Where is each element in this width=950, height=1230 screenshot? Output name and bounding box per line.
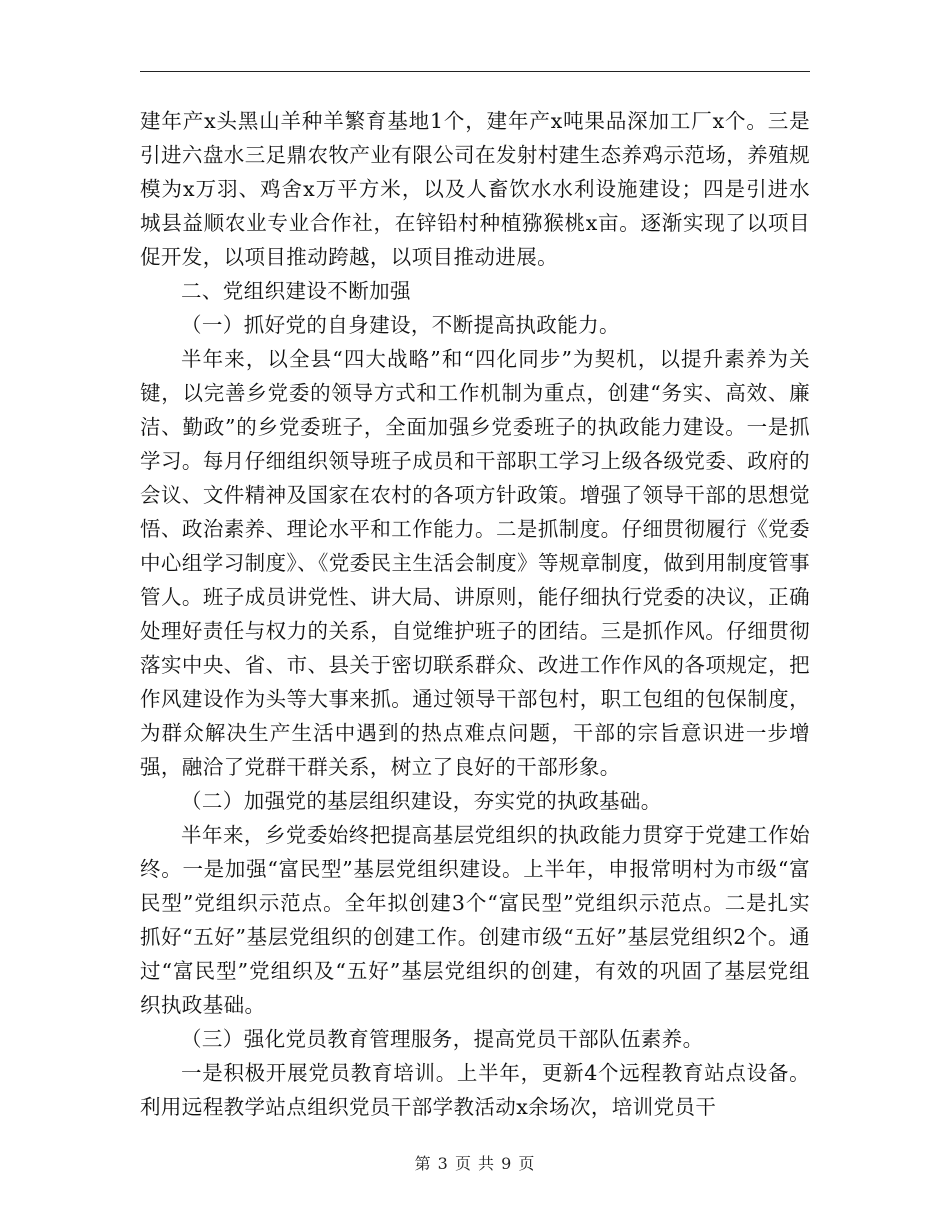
section-heading-party-building: 二、党组织建设不断加强 xyxy=(181,279,411,303)
subheading-self-building: （一）抓好党的自身建设，不断提高执政能力。 xyxy=(181,313,620,337)
header-rule xyxy=(140,71,810,72)
paragraph-grassroots: 半年来，乡党委始终把提高基层党组织的执政能力贯穿于党建工作始终。一是加强“富民型”基层党组织建设。上半年，申报常明村为市级“富民型”党组织示范点。全年拟创建3个“富民型”党组织示范点。二是扎实抓好“五好”基层党组织的创建工作。创建市级“五好”基层党组织2个。通过“富民型”党组织及“五好”基层党组织的创建，有效的巩固了基层党组织执政基础。 xyxy=(140,823,810,1017)
page-number-footer: 第 3 页 共 9 页 xyxy=(414,1154,536,1173)
document-body xyxy=(140,104,810,1124)
paragraph-self-building: 半年来，以全县“四大战略”和“四化同步”为契机，以提升素养为关键，以完善乡党委的领导方式和工作机制为重点，创建“务实、高效、廉洁、勤政”的乡党委班子，全面加强乡党委班子的执政能力建设。一是抓学习。每月仔细组织领导班子成员和干部职工学习上级各级党委、政府的会议、文件精神及国家在农村的各项方针政策。增强了领导干部的思想觉悟、政治素养、理论水平和工作能力。二是抓制度。仔细贯彻履行《党委中心组学习制度》、《党委民主生活会制度》等规章制度，做到用制度管事管人。班子成员讲党性、讲大局、讲原则，能仔细执行党委的决议，正确处理好责任与权力的关系，自觉维护班子的团结。三是抓作风。仔细贯彻落实中央、省、市、县关于密切联系群众、改进工作作风的各项规定，把作风建设作为头等大事来抓。通过领导干部包村，职工包组的包保制度，为群众解决生产生活中遇到的热点难点问题，干部的宗旨意识进一步增强，融洽了党群干群关系，树立了良好的干部形象。 xyxy=(140,347,810,779)
subheading-grassroots: （二）加强党的基层组织建设，夯实党的执政基础。 xyxy=(181,789,662,813)
paragraph-member-education: 一是积极开展党员教育培训。上半年，更新4个远程教育站点设备。利用远程教学站点组织党员干部学教活动x余场次，培训党员干 xyxy=(140,1061,810,1119)
subheading-member-education: （三）强化党员教育管理服务，提高党员干部队伍素养。 xyxy=(181,1027,704,1051)
paragraph-project-continuation: 建年产x头黑山羊种羊繁育基地1个，建年产x吨果品深加工厂x个。三是引进六盘水三足鼎农牧产业有限公司在发射村建生态养鸡示范场，养殖规模为x万羽、鸡舍x万平方米，以及人畜饮水水利设施建设；四是引进水城县益顺农业专业合作社，在锌铅村种植猕猴桃x亩。逐渐实现了以项目促开发，以项目推动跨越，以项目推动进展。 xyxy=(140,109,810,269)
